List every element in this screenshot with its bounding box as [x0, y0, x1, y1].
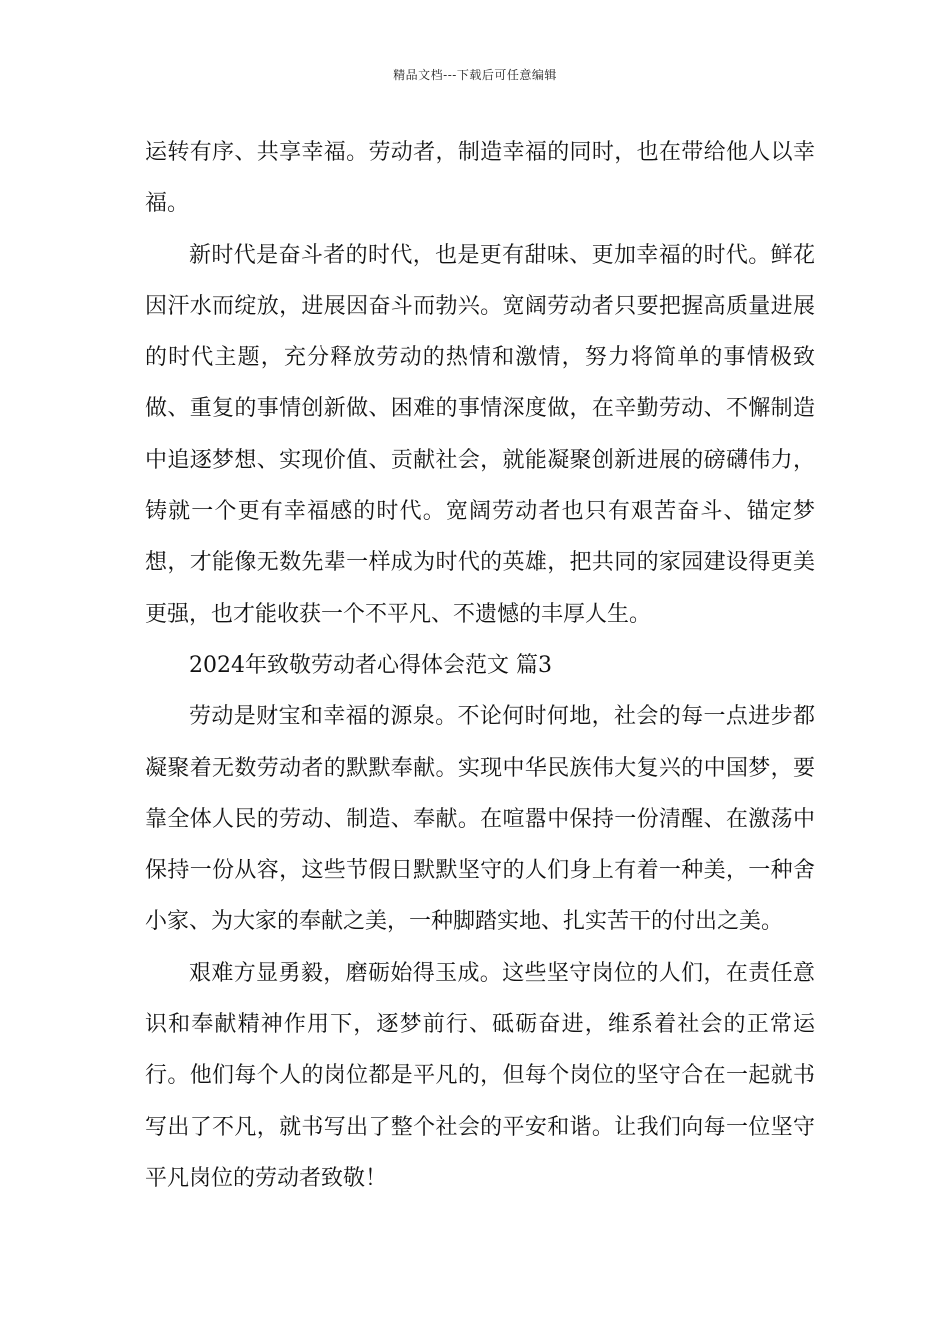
page-header: 精品文档---下载后可任意编辑 — [393, 68, 557, 82]
document-body — [145, 127, 815, 1204]
section-heading: 2024年致敬劳动者心得体会范文 篇3 — [189, 652, 552, 678]
paragraph-continuation: 运转有序、共享幸福。劳动者，制造幸福的同时，也在带给他人以幸福。 — [145, 140, 815, 217]
paragraph-hardship: 艰难方显勇毅，磨砺始得玉成。这些坚守岗位的人们，在责任意识和奉献精神作用下，逐梦前行、砥砺奋进，维系着社会的正常运行。他们每个人的岗位都是平凡的，但每个岗位的坚守合在一起就书写出了不凡，就书写出了整个社会的平安和谐。让我们向每一位坚守平凡岗位的劳动者致敬！ — [145, 960, 815, 1191]
paragraph-labor-source: 劳动是财宝和幸福的源泉。不论何时何地，社会的每一点进步都凝聚着无数劳动者的默默奉献。实现中华民族伟大复兴的中国梦，要靠全体人民的劳动、制造、奉献。在喧嚣中保持一份清醒、在激荡中保持一份从容，这些节假日默默坚守的人们身上有着一种美，一种舍小家、为大家的奉献之美，一种脚踏实地、扎实苦干的付出之美。 — [145, 704, 815, 935]
paragraph-new-era: 新时代是奋斗者的时代，也是更有甜味、更加幸福的时代。鲜花因汗水而绽放，进展因奋斗而勃兴。宽阔劳动者只要把握高质量进展的时代主题，充分释放劳动的热情和激情，努力将简单的事情极致做、重复的事情创新做、困难的事情深度做，在辛勤劳动、不懈制造中追逐梦想、实现价值、贡献社会，就能凝聚创新进展的磅礴伟力，铸就一个更有幸福感的时代。宽阔劳动者也只有艰苦奋斗、锚定梦想，才能像无数先辈一样成为时代的英雄，把共同的家园建设得更美更强，也才能收获一个不平凡、不遗憾的丰厚人生。 — [145, 242, 815, 627]
